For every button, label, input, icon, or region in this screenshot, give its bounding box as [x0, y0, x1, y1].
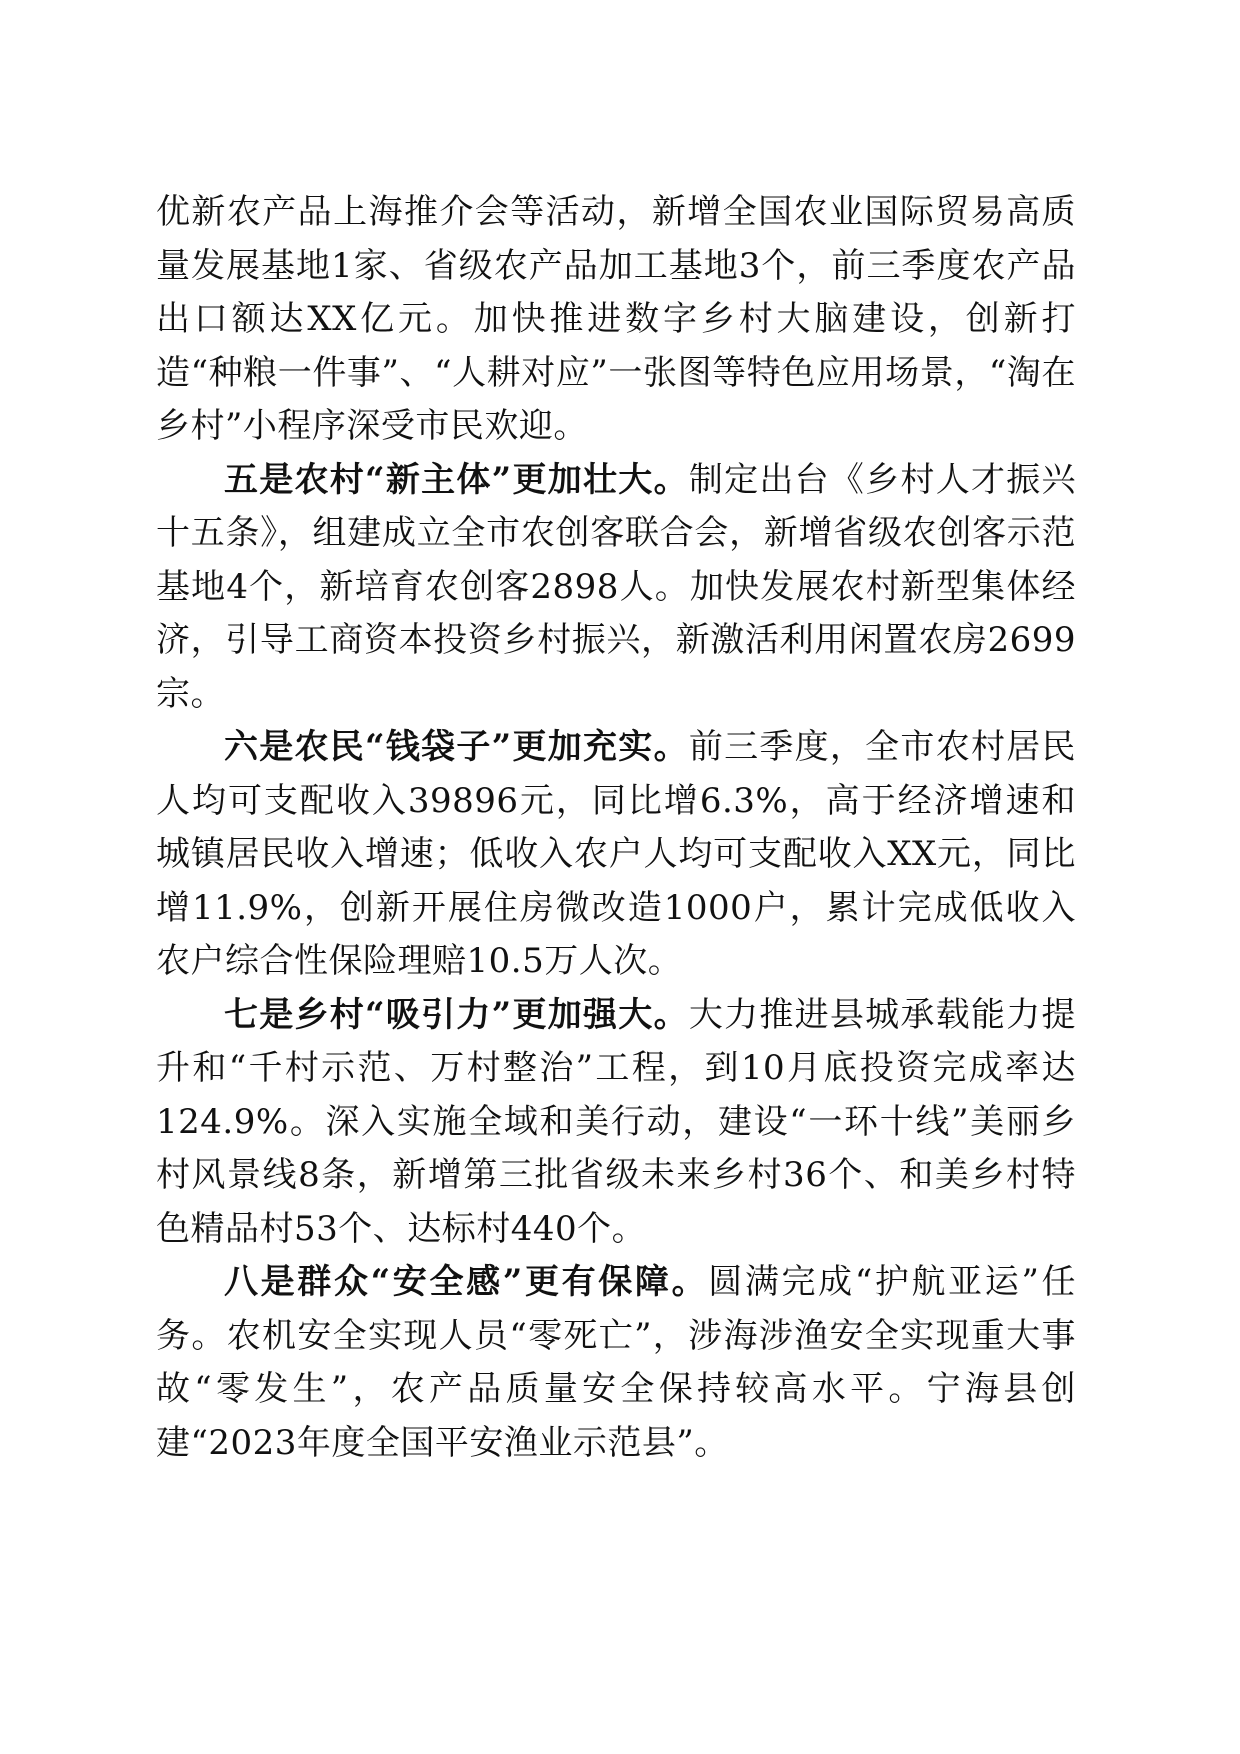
paragraph-lead: 七是乡村“吸引力”更加强大。 [224, 994, 689, 1035]
paragraph-income [156, 721, 1076, 989]
paragraph-lead: 五是农村“新主体”更加壮大。 [224, 459, 689, 500]
paragraph-body: 大力推进县城承载能力提升和“千村示范、万村整治”工程，到10月底投资完成率达124.9%。深入实施全域和美行动，建设“一环十线”美丽乡村风景线8条，新增第三批省级未来乡村36个、和美乡村特色精品村53个、达标村440个。 [156, 994, 1076, 1249]
paragraph-attraction [156, 989, 1076, 1257]
paragraph-lead: 八是群众“安全感”更有保障。 [224, 1262, 709, 1302]
paragraph-lead: 六是农民“钱袋子”更加充实。 [224, 727, 689, 767]
paragraph-body: 制定出台《乡村人才振兴十五条》，组建成立全市农创客联合会，新增省级农创客示范基地4个，新培育农创客2898人。加快发展农村新型集体经济，引导工商资本投资乡村振兴，新激活利用闲置农房2699宗。 [156, 459, 1076, 714]
paragraph-safety [156, 1256, 1076, 1470]
paragraph-body: 圆满完成“护航亚运”任务。农机安全实现人员“零死亡”，涉海涉渔安全实现重大事故“零发生”，农产品质量安全保持较高水平。宁海县创建“2023年度全国平安渔业示范县”。 [156, 1262, 1076, 1463]
document-page [156, 186, 1076, 1470]
paragraph-continuation [156, 186, 1076, 454]
paragraph-body: 优新农产品上海推介会等活动，新增全国农业国际贸易高质量发展基地1家、省级农产品加工基地3个，前三季度农产品出口额达XX亿元。加快推进数字乡村大脑建设，创新打造“种粮一件事”、“人耕对应”一张图等特色应用场景，“淘在乡村”小程序深受市民欢迎。 [156, 192, 1076, 446]
paragraph-body: 前三季度，全市农村居民人均可支配收入39896元，同比增6.3%，高于经济增速和城镇居民收入增速；低收入农户人均可支配收入XX元，同比增11.9%，创新开展住房微改造1000户，累计完成低收入农户综合性保险理赔10.5万人次。 [156, 727, 1076, 981]
paragraph-new-entities [156, 454, 1076, 722]
